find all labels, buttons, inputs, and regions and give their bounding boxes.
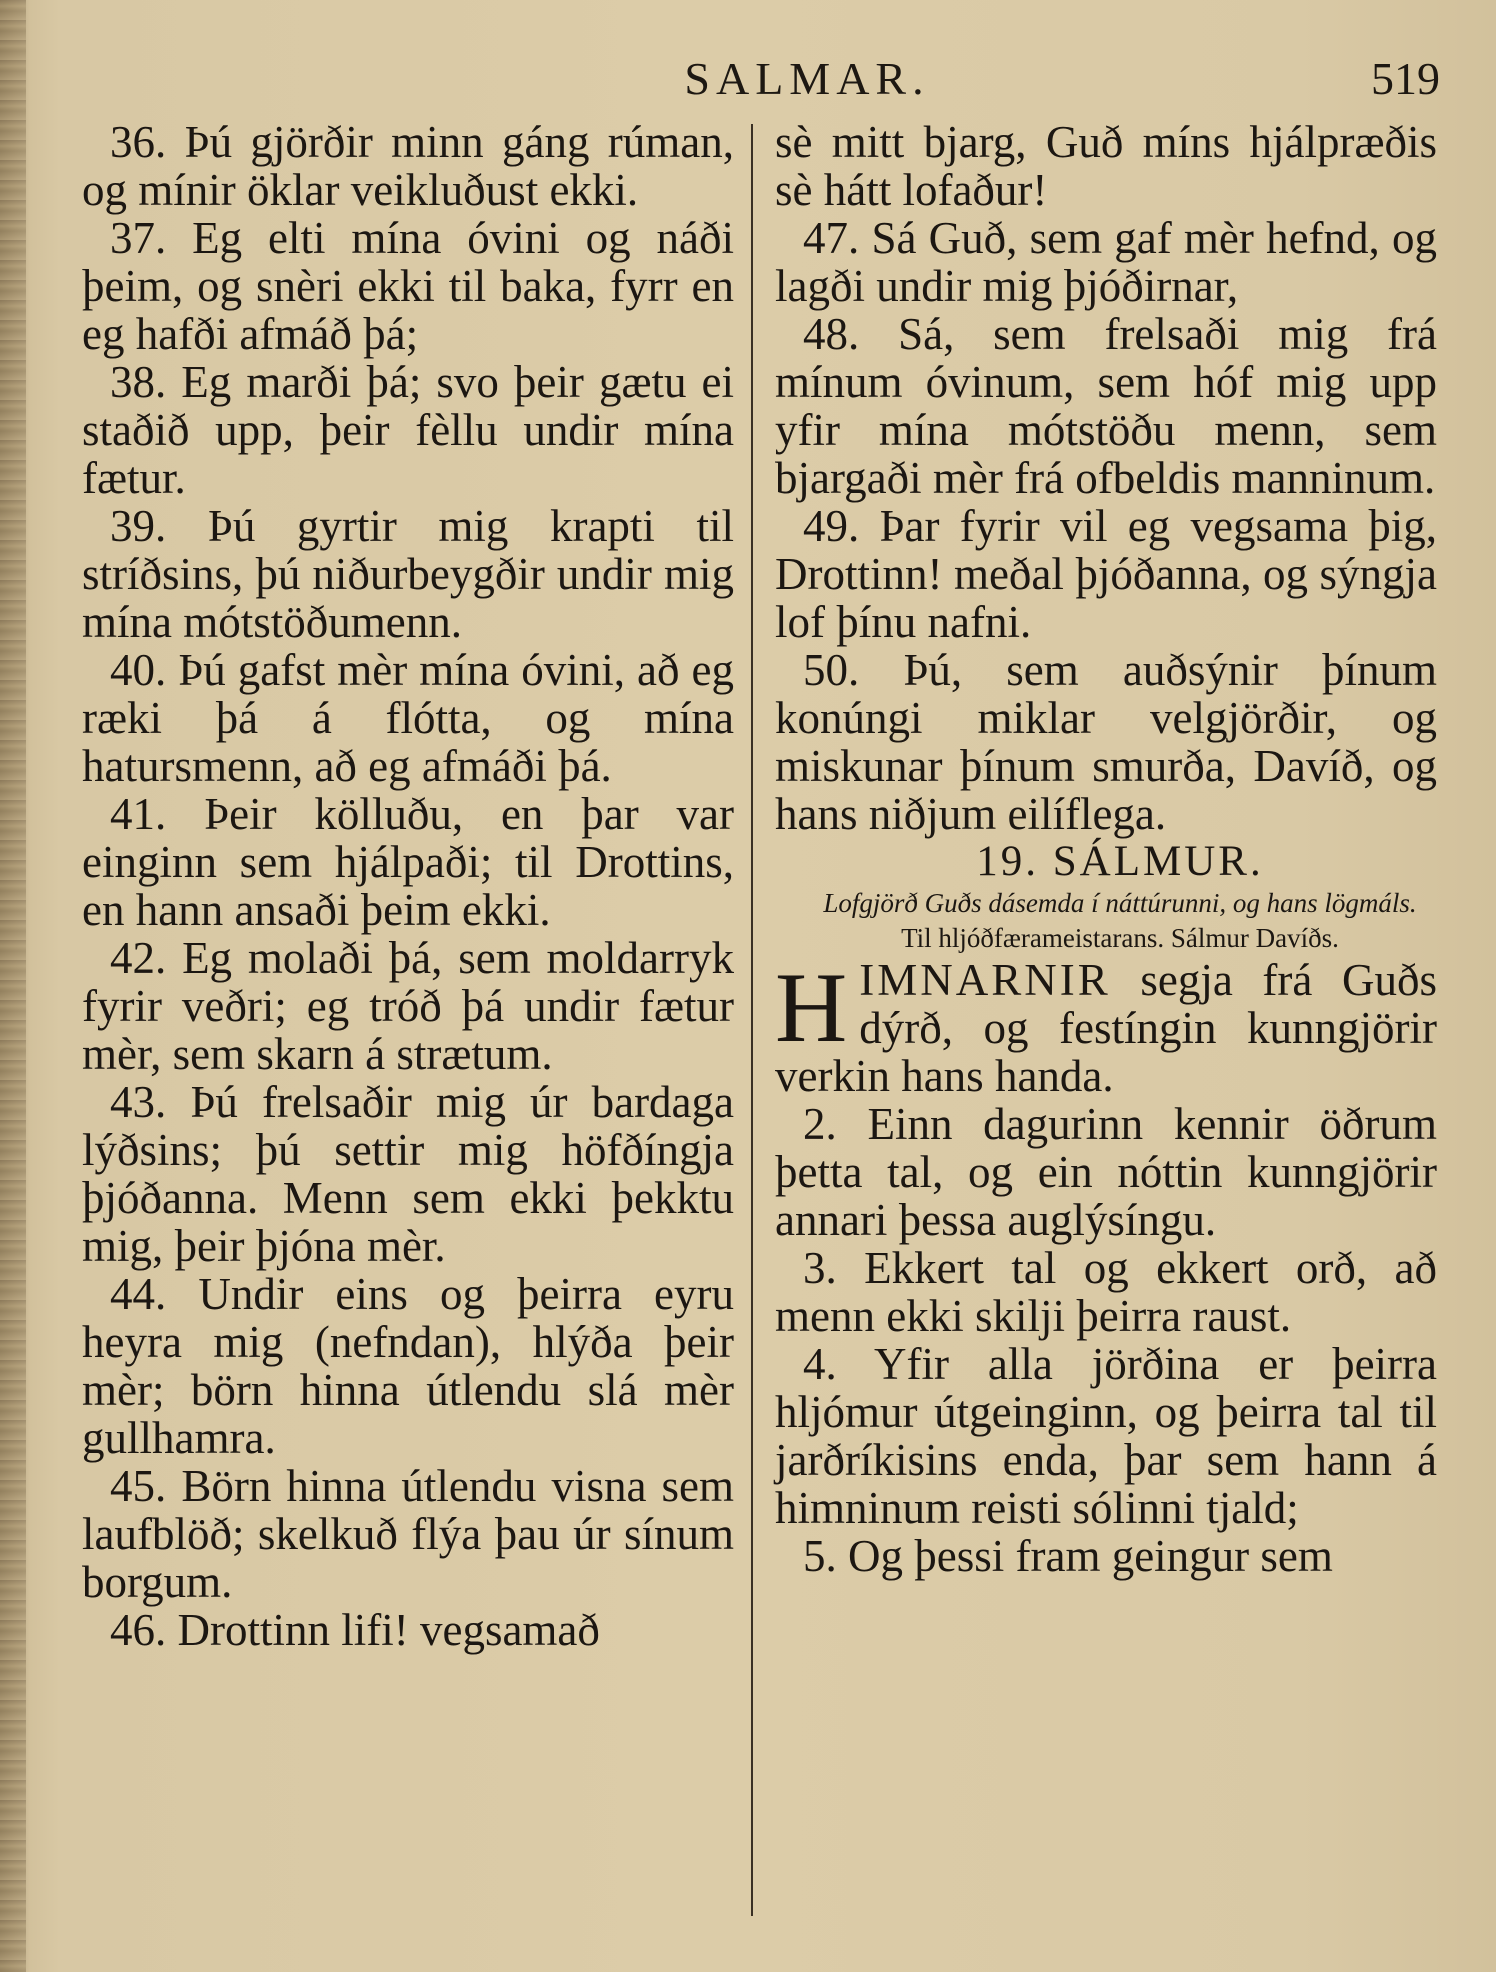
verse-50: 50. Þú, sem auðsýnir þínum konúngi miklar velgjörðir, og miskunar þínum smurða, Davíð, og hans niðjum eilíflega.: [775, 645, 1437, 839]
verse-38: 38. Eg marði þá; svo þeir gætu ei staðið upp, þeir fèllu undir mína fætur.: [82, 357, 734, 503]
verse-40: 40. Þú gafst mèr mína óvini, að eg ræki þá á flótta, og mína hatursmenn, að eg afmáði þá.: [82, 645, 734, 791]
verse-37: 37. Eg elti mína óvini og náði þeim, og snèri ekki til baka, fyrr en eg hafði afmáð þá;: [82, 213, 734, 359]
page-header: [80, 52, 1450, 108]
psalm-heading: 19. SÁLMUR.: [976, 838, 1264, 885]
column-divider: [751, 124, 753, 1916]
small-caps-word: IMNARNIR: [859, 955, 1111, 1005]
verse-46: 46. Drottinn lifi! vegsamað: [110, 1605, 600, 1655]
verse-44: 44. Undir eins og þeirra eyru heyra mig (nefndan), hlýða þeir mèr; börn hinna útlendu slá mèr gullhamra.: [82, 1269, 734, 1463]
psalm-19-verse-5: 5. Og þessi fram geingur sem: [803, 1531, 1333, 1581]
psalm-19-verse-2: 2. Einn dagurinn kennir öðrum þetta tal, og ein nóttin kunngjörir annari þessa auglýsíngu.: [775, 1099, 1437, 1245]
verse-48: 48. Sá, sem frelsaði mig frá mínum óvinum, sem hóf mig upp yfir mína mótstöðu menn, sem bjargaði mèr frá ofbeldis manninum.: [775, 309, 1437, 503]
psalm-dedication: Til hljóðfærameistarans. Sálmur Davíðs.: [901, 923, 1339, 953]
verse-49: 49. Þar fyrir vil eg vegsama þig, Drottinn! meðal þjóðanna, og sýngja lof þínu nafni.: [775, 501, 1437, 647]
page-number: 519: [1371, 53, 1440, 104]
psalm-19-verse-1: [775, 952, 1437, 1101]
psalm-19-verse-3: 3. Ekkert tal og ekkert orð, að menn ekki skilji þeirra raust.: [775, 1243, 1437, 1341]
verse-36: 36. Þú gjörðir minn gáng rúman, og mínir öklar veikluðust ekki.: [82, 117, 734, 215]
verse-42: 42. Eg molaði þá, sem moldarryk fyrir veðri; eg tróð þá undir fætur mèr, sem skarn á strætum.: [82, 933, 734, 1079]
running-title: SALMAR.: [684, 53, 930, 104]
verse-47: 47. Sá Guð, sem gaf mèr hefnd, og lagði undir mig þjóðirnar,: [775, 213, 1437, 311]
verse-45: 45. Börn hinna útlendu visna sem laufblöð; skelkuð flýa þau úr sínum borgum.: [82, 1461, 734, 1607]
left-column: [82, 118, 734, 1654]
book-gutter: [0, 0, 26, 1972]
psalm-19-verse-4: 4. Yfir alla jörðina er þeirra hljómur útgeinginn, og þeirra tal til jarðríkisins enda, þar sem hann á himninum reisti sólinni tjald;: [775, 1339, 1437, 1533]
verse-1-text: segja frá Guðs dýrð, og festíngin kunngjörir verkin hans handa.: [775, 955, 1437, 1101]
verse-43: 43. Þú frelsaðir mig úr bardaga lýðsins; þú settir mig höfðíngja þjóðanna. Menn sem ekki þekktu mig, þeir þjóna mèr.: [82, 1077, 734, 1271]
verse-46-continuation: sè mitt bjarg, Guð míns hjálpræðis sè hátt lofaður!: [775, 117, 1437, 215]
verse-39: 39. Þú gyrtir mig krapti til stríðsins, þú niðurbeygðir undir mig mína mótstöðumenn.: [82, 501, 734, 647]
psalm-subtitle: Lofgjörð Guðs dásemda í náttúrunni, og hans lögmáls.: [823, 888, 1417, 918]
right-column: [775, 118, 1437, 1580]
verse-41: 41. Þeir kölluðu, en þar var einginn sem hjálpaði; til Drottins, en hann ansaði þeim ekki.: [82, 789, 734, 935]
drop-cap: H: [775, 952, 848, 1063]
